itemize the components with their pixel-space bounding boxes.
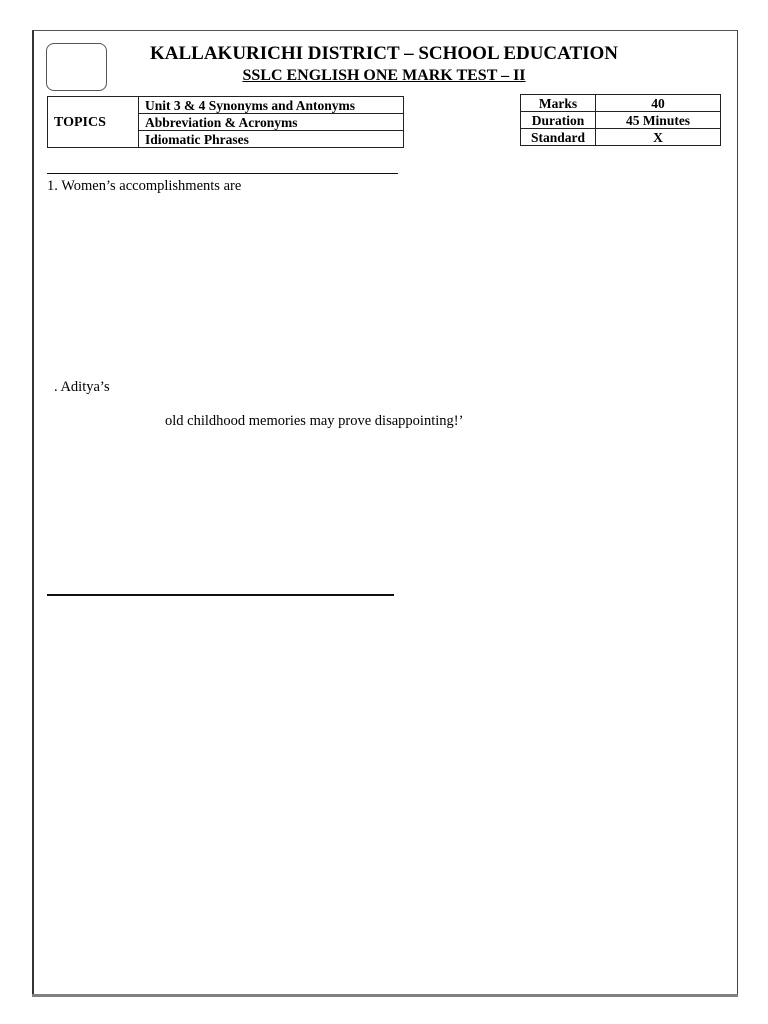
section-divider xyxy=(47,173,398,174)
page-border-shadow xyxy=(32,994,738,997)
marks-label: Marks xyxy=(521,95,596,112)
page-border xyxy=(32,30,738,996)
duration-label: Duration xyxy=(521,112,596,129)
topic-item: Abbreviation & Acronyms xyxy=(139,114,404,131)
logo-placeholder-box xyxy=(46,43,107,91)
document-subtitle: SSLC ENGLISH ONE MARK TEST – II xyxy=(242,67,526,84)
topics-label: TOPICS xyxy=(48,97,139,148)
topics-table xyxy=(47,96,404,148)
marks-value: 40 xyxy=(596,95,721,112)
topic-item: Unit 3 & 4 Synonyms and Antonyms xyxy=(139,97,404,114)
duration-value: 45 Minutes xyxy=(596,112,721,129)
document-title: KALLAKURICHI DISTRICT – SCHOOL EDUCATION xyxy=(149,43,619,64)
topic-item: Idiomatic Phrases xyxy=(139,131,404,148)
question-fragment: . Aditya’s xyxy=(54,379,110,395)
standard-value: X xyxy=(596,129,721,146)
question-1: 1. Women’s accomplishments are xyxy=(47,178,242,194)
test-info-table xyxy=(520,94,721,146)
question-fragment: old childhood memories may prove disappointing!’ xyxy=(165,413,464,429)
standard-label: Standard xyxy=(521,129,596,146)
page-border-right-double xyxy=(737,31,738,996)
section-divider xyxy=(47,594,394,596)
